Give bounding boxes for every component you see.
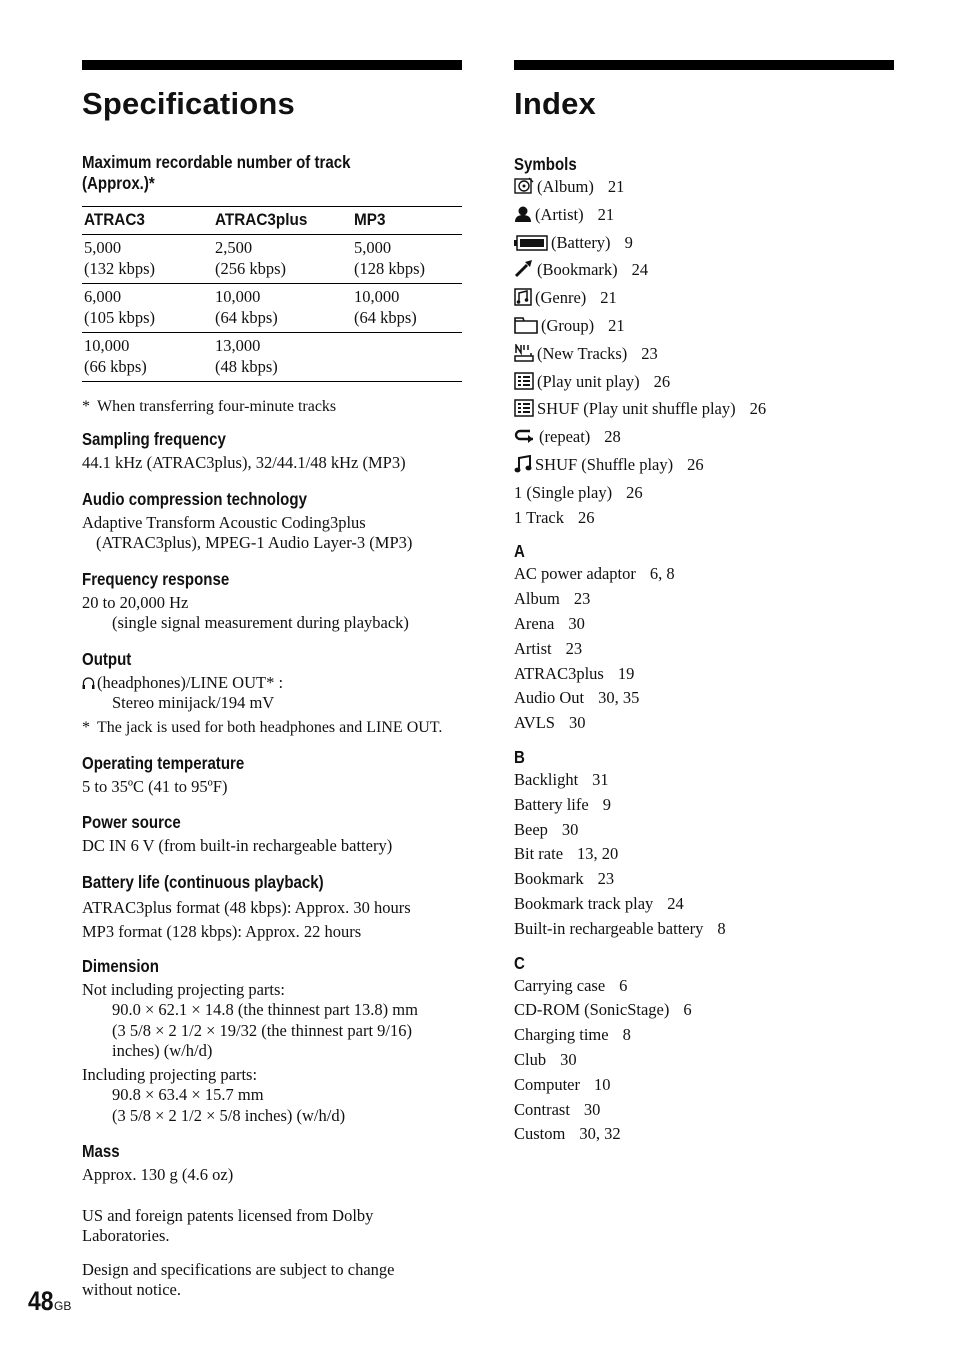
table-cell [352, 333, 462, 382]
compression-line1: Adaptive Transform Acoustic Coding3plus [82, 512, 366, 532]
index-entry-pages: 8 [622, 1025, 631, 1045]
dimension-not-including-2: (3 5/8 × 2 1/2 × 19/32 (the thinnest part 9/16) [112, 1020, 412, 1040]
temperature-section [82, 753, 462, 798]
index-letter-heading: A [514, 541, 525, 562]
headphones-icon [82, 676, 95, 690]
temperature-text: 5 to 35ºC (41 to 95ºF) [82, 776, 228, 796]
table-header-row [82, 207, 462, 235]
index-group-b [514, 747, 894, 942]
index-entry-beep [514, 818, 894, 843]
index-entry-artist [514, 203, 894, 231]
index-entry-atrac3plus [514, 662, 894, 687]
index-entry-pages: 31 [592, 769, 609, 789]
index-entry-carrying-case [514, 974, 894, 999]
play-unit-shuffle-icon [514, 399, 534, 425]
dimension-not-including-1: 90.0 × 62.1 × 14.8 (the thinnest part 13.8) mm [112, 1000, 418, 1019]
index-entry-shuf-shuffle-play [514, 453, 894, 481]
index-entry-label: (Genre) [535, 288, 587, 308]
index-entry-pages: 30, 32 [579, 1124, 621, 1144]
index-entry-pages: 6, 8 [649, 564, 675, 584]
index-entry-label: Bookmark track play [514, 893, 654, 913]
max-tracks-section [82, 152, 462, 417]
index-entry-album [514, 175, 894, 203]
index-entry-repeat [514, 425, 894, 453]
index-entry-label: (Album) [537, 177, 594, 196]
genre-icon [514, 288, 532, 314]
index-entry-bookmark [514, 867, 894, 892]
index-entry-cd-rom-sonicstage [514, 998, 894, 1023]
max-tracks-heading-line1: Maximum recordable number of track [82, 152, 351, 172]
table-header-mp3: MP3 [352, 207, 462, 235]
output-heading: Output [82, 648, 132, 669]
specifications-column [82, 60, 462, 1301]
index-entry-label: AC power adaptor [514, 564, 636, 584]
index-entry-label: (Artist) [535, 204, 584, 224]
index-entry-label: Custom [514, 1124, 566, 1144]
index-entry-computer [514, 1073, 894, 1098]
index-entry-label: Carrying case [514, 975, 606, 995]
index-entry-pages: 10 [594, 1074, 611, 1094]
index-entry-pages: 30, 35 [598, 688, 640, 708]
index-entry-group [514, 314, 894, 342]
mass-section [82, 1141, 462, 1186]
index-entry-label: (Battery) [551, 232, 611, 252]
index-entry-pages: 26 [626, 482, 643, 502]
index-entry-label: ATRAC3plus [514, 663, 604, 683]
index-entry-pages: 26 [653, 371, 671, 391]
index-entry-pages: 23 [573, 589, 591, 609]
dimension-including-label: Including projecting parts: [82, 1064, 258, 1084]
index-entry-pages: 21 [607, 177, 625, 196]
index-entry-label: SHUF (Play unit shuffle play) [537, 399, 736, 419]
index-entry-pages: 9 [624, 232, 633, 252]
mass-text: Approx. 130 g (4.6 oz) [82, 1165, 234, 1184]
output-footnote: * The jack is used for both headphones and LINE OUT. [82, 718, 443, 736]
index-entry-label: Beep [514, 819, 548, 839]
table-cell: 2,500 (256 kbps) [213, 235, 352, 284]
index-entry-pages: 30 [561, 819, 579, 839]
mass-heading: Mass [82, 1141, 120, 1161]
index-entry-label: Computer [514, 1074, 580, 1094]
index-entry-pages: 26 [577, 507, 595, 527]
index-symbols-group [514, 154, 894, 530]
index-entry-label: Club [514, 1049, 547, 1069]
play-unit-icon [514, 372, 534, 398]
index-entry-pages: 24 [631, 260, 649, 280]
index-group-c [514, 953, 894, 1148]
sampling-text: 44.1 kHz (ATRAC3plus), 32/44.1/48 kHz (MP3) [82, 453, 406, 472]
disclaimer-note: Design and specifications are subject to change without notice. [82, 1259, 395, 1299]
index-letter-heading: Symbols [514, 154, 577, 174]
index-entry-avls [514, 711, 894, 736]
index-entry-label: (New Tracks) [537, 343, 628, 363]
power-section [82, 812, 462, 857]
index-entry-pages: 30 [560, 1049, 577, 1069]
frequency-line2: (single signal measurement during playback) [112, 613, 409, 632]
index-letter-heading: B [514, 746, 525, 767]
table-cell: 5,000 (132 kbps) [82, 235, 213, 284]
table-cell: 10,000 (64 kbps) [213, 284, 352, 333]
index-entry-new-tracks [514, 342, 894, 370]
index-entry-label: Bookmark [514, 869, 584, 889]
frequency-heading: Frequency response [82, 568, 230, 589]
index-entry-label: Album [514, 589, 560, 609]
group-folder-icon [514, 317, 538, 342]
index-entry-label: CD-ROM (SonicStage) [514, 1000, 670, 1020]
index-entry-shuf-play-unit-shuffle-play [514, 397, 894, 425]
index-group-a [514, 541, 894, 736]
index-entry-genre [514, 286, 894, 314]
index-entry-label: Contrast [514, 1099, 570, 1119]
battery-section [82, 872, 462, 944]
index-entry-pages: 26 [687, 454, 704, 474]
index-entry-label: 1 Track [514, 507, 564, 527]
index-entry-pages: 23 [565, 638, 583, 658]
dimension-heading: Dimension [82, 955, 159, 976]
frequency-section [82, 569, 462, 634]
index-entry-ac-power-adaptor [514, 562, 894, 587]
index-entry-battery-life [514, 793, 894, 818]
index-entry-label: (Group) [541, 315, 595, 335]
power-heading: Power source [82, 812, 181, 832]
repeat-icon [514, 428, 536, 453]
index-entry-bit-rate [514, 842, 894, 867]
index-entry-pages: 6 [683, 1000, 692, 1020]
index-entry-label: (Bookmark) [537, 260, 618, 280]
index-entry-contrast [514, 1098, 894, 1123]
compression-heading: Audio compression technology [82, 488, 307, 509]
index-entry-pages: 21 [597, 204, 615, 224]
index-entry-club [514, 1048, 894, 1073]
table-row [82, 235, 462, 284]
battery-heading: Battery life (continuous playback) [82, 871, 324, 892]
output-line2: Stereo minijack/194 mV [112, 693, 275, 712]
patents-note: US and foreign patents licensed from Dolby Laboratories. [82, 1205, 374, 1245]
table-cell: 13,000 (48 kbps) [213, 333, 352, 382]
index-entry-label: Charging time [514, 1025, 609, 1045]
index-entry-pages: 30 [583, 1099, 601, 1119]
index-entry-label: Arena [514, 613, 555, 633]
page-number: 48GB [28, 1286, 72, 1316]
artist-icon [514, 205, 532, 231]
battery-line2: MP3 format (128 kbps): Approx. 22 hours [82, 921, 362, 941]
table-row [82, 333, 462, 382]
index-entry-pages: 30 [568, 713, 586, 733]
max-tracks-footnote: * When transferring four-minute tracks [82, 398, 337, 415]
index-entry-label: Built-in rechargeable battery [514, 918, 704, 938]
table-row [82, 284, 462, 333]
index-entry-bookmark-track-play [514, 892, 894, 917]
index-entry-custom [514, 1122, 894, 1147]
index-entry-1-single-play [514, 481, 894, 506]
index-column [514, 60, 894, 1147]
new-tracks-icon [514, 344, 534, 370]
index-entry-label: Artist [514, 638, 552, 658]
max-tracks-table [82, 206, 462, 382]
frequency-line1: 20 to 20,000 Hz [82, 592, 189, 612]
index-entry-pages: 28 [604, 427, 621, 447]
sampling-heading: Sampling frequency [82, 429, 226, 449]
index-entry-audio-out [514, 686, 894, 711]
compression-line2: (ATRAC3plus), MPEG-1 Audio Layer-3 (MP3) [96, 533, 413, 552]
battery-line1: ATRAC3plus format (48 kbps): Approx. 30 hours [82, 897, 411, 917]
index-entry-label: AVLS [514, 713, 555, 733]
table-header-atrac3plus: ATRAC3plus [213, 207, 352, 235]
index-entry-pages: 30 [568, 613, 585, 633]
index-entry-label: Backlight [514, 769, 579, 789]
index-entry-backlight [514, 768, 894, 793]
index-letter-heading: C [514, 952, 525, 973]
dimension-not-including-3: inches) (w/h/d) [112, 1041, 213, 1060]
index-groups [514, 541, 894, 1147]
max-tracks-heading-line2: (Approx.)* [82, 173, 155, 193]
index-entry-pages: 24 [667, 893, 684, 913]
title-rule [514, 60, 894, 70]
dimension-not-including-label: Not including projecting parts: [82, 979, 286, 999]
index-entry-label: SHUF (Shuffle play) [535, 454, 674, 474]
index-entry-pages: 19 [617, 663, 635, 683]
index-entry-album [514, 587, 894, 612]
compression-section [82, 489, 462, 554]
table-cell: 10,000 (64 kbps) [352, 284, 462, 333]
table-cell: 5,000 (128 kbps) [352, 235, 462, 284]
index-entry-pages: 8 [717, 918, 726, 938]
specifications-title: Specifications [82, 86, 295, 121]
index-entry-label: (repeat) [539, 427, 591, 447]
index-entry-charging-time [514, 1023, 894, 1048]
index-entry-label: Bit rate [514, 844, 564, 864]
index-symbols-list [514, 175, 894, 530]
index-title: Index [514, 86, 596, 121]
table-cell: 10,000 (66 kbps) [82, 333, 213, 382]
index-entry-pages: 23 [597, 869, 615, 889]
index-entry-pages: 21 [608, 315, 625, 335]
index-entry-label: 1 (Single play) [514, 482, 613, 502]
index-entry-pages: 13, 20 [577, 844, 619, 864]
music-note-icon [514, 455, 532, 481]
dimension-including-2: (3 5/8 × 2 1/2 × 5/8 inches) (w/h/d) [112, 1105, 346, 1125]
index-entry-built-in-rechargeable-battery [514, 917, 894, 942]
dimension-including-1: 90.8 × 63.4 × 15.7 mm [112, 1085, 264, 1104]
index-entry-label: Audio Out [514, 688, 585, 708]
battery-icon [514, 234, 548, 259]
output-section [82, 649, 462, 738]
index-entry-battery [514, 231, 894, 259]
index-entry-pages: 26 [749, 399, 767, 419]
index-entry-pages: 6 [619, 975, 628, 995]
index-entry-arena [514, 612, 894, 637]
sampling-section [82, 429, 462, 474]
output-line1: (headphones)/LINE OUT* : [82, 673, 462, 694]
temperature-heading: Operating temperature [82, 752, 245, 773]
dimension-section [82, 956, 462, 1127]
table-header-atrac3: ATRAC3 [82, 207, 213, 235]
index-entry-label: Battery life [514, 794, 589, 814]
index-entry-artist [514, 637, 894, 662]
index-entry-play-unit-play [514, 370, 894, 398]
index-entry-pages: 9 [602, 794, 611, 814]
album-icon [514, 177, 534, 203]
bookmark-icon [514, 260, 534, 286]
index-entry-1-track [514, 506, 894, 531]
index-entry-pages: 23 [641, 343, 658, 363]
table-cell: 6,000 (105 kbps) [82, 284, 213, 333]
power-text: DC IN 6 V (from built-in rechargeable battery) [82, 836, 393, 855]
index-entry-bookmark [514, 258, 894, 286]
index-entry-pages: 21 [600, 288, 617, 308]
title-rule [82, 60, 462, 70]
index-entry-label: (Play unit play) [537, 371, 640, 391]
